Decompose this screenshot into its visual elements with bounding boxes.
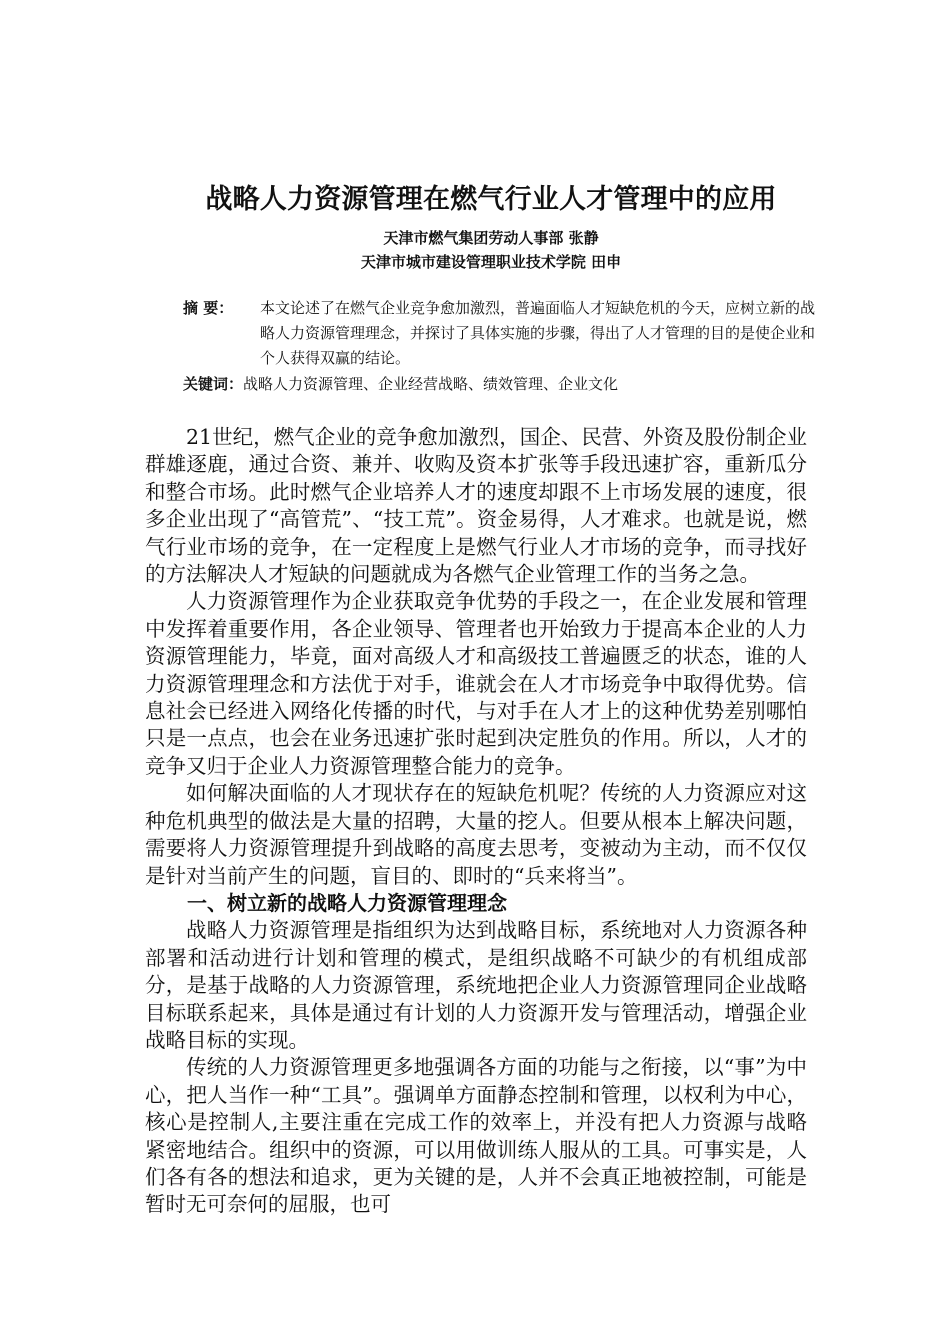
body-paragraph-3: 如何解决面临的人才现状存在的短缺危机呢？传统的人力资源应对这种危机典型的做法是大量的招聘，大量的挖人。但要从根本上解决问题，需要将人力资源管理提升到战略的高度去思考，变被动为主动，而不仅仅是针对当前产生的问题，盲目的、即时的“兵来将当”。 xyxy=(145,781,807,888)
section-1-paragraph-1: 战略人力资源管理是指组织为达到战略目标，系统地对人力资源各种部署和活动进行计划和管理的模式，是组织战略不可缺少的有机组成部分，是基于战略的人力资源管理，系统地把企业人力资源管理同企业战略目标联系起来，具体是通过有计划的人力资源开发与管理活动，增强企业战略目标的实现。 xyxy=(145,918,807,1052)
author-line-2: 天津市城市建设管理职业技术学院 田申 xyxy=(360,253,622,271)
keywords-label: 关键词： xyxy=(183,375,244,393)
abstract-text: 本文论述了在燃气企业竞争愈加激烈，普遍面临人才短缺危机的今天，应树立新的战略人力资源管理理念，并探讨了具体实施的步骤，得出了人才管理的目的是使企业和个人获得双赢的结论。 xyxy=(260,299,816,367)
section-heading-1: 一、树立新的战略人力资源管理理念 xyxy=(187,890,507,915)
section-1-paragraph-2: 传统的人力资源管理更多地强调各方面的功能与之衔接，以“事”为中心，把人当作一种“工具”。强调单方面静态控制和管理，以权利为中心，核心是控制人,主要注重在完成工作的效率上，并没有把人力资源与战略紧密地结合。组织中的资源，可以用做训练人服从的工具。可事实是，人们各有各的想法和追求，更为关键的是，人并不会真正地被控制，可能是暂时无可奈何的屈服，也可 xyxy=(145,1055,807,1217)
body-paragraph-1: 21世纪，燃气企业的竞争愈加激烈，国企、民营、外资及股份制企业群雄逐鹿，通过合资、兼并、收购及资本扩张等手段迅速扩容，重新瓜分和整合市场。此时燃气企业培养人才的速度却跟不上市场发展的速度，很多企业出现了“高管荒”、“技工荒”。资金易得，人才难求。也就是说，燃气行业市场的竞争，在一定程度上是燃气行业人才市场的竞争，而寻找好的方法解决人才短缺的问题就成为各燃气企业管理工作的当务之急。 xyxy=(145,425,807,587)
keywords-block xyxy=(183,372,823,397)
main-content xyxy=(145,424,807,1219)
abstract-label: 摘 要： xyxy=(183,299,234,317)
body-paragraph-2: 人力资源管理作为企业获取竞争优势的手段之一，在企业发展和管理中发挥着重要作用，各企业领导、管理者也开始致力于提高本企业的人力资源管理能力，毕竟，面对高级人才和高级技工普遍匮乏的状态，谁的人力资源管理理念和方法优于对手，谁就会在人才市场竞争中取得优势。信息社会已经进入网络化传播的时代，与对手在人才上的这种优势差别哪怕只是一点点，也会在业务迅速扩张时起到决定胜负的作用。所以，人才的竞争又归于企业人力资源管理整合能力的竞争。 xyxy=(145,589,807,778)
author-line-1: 天津市燃气集团劳动人事部 张静 xyxy=(383,229,599,247)
document-title: 战略人力资源管理在燃气行业人才管理中的应用 xyxy=(205,184,777,215)
abstract-block xyxy=(183,296,823,371)
keywords-text: 战略人力资源管理、企业经营战略、绩效管理、企业文化 xyxy=(243,375,619,393)
